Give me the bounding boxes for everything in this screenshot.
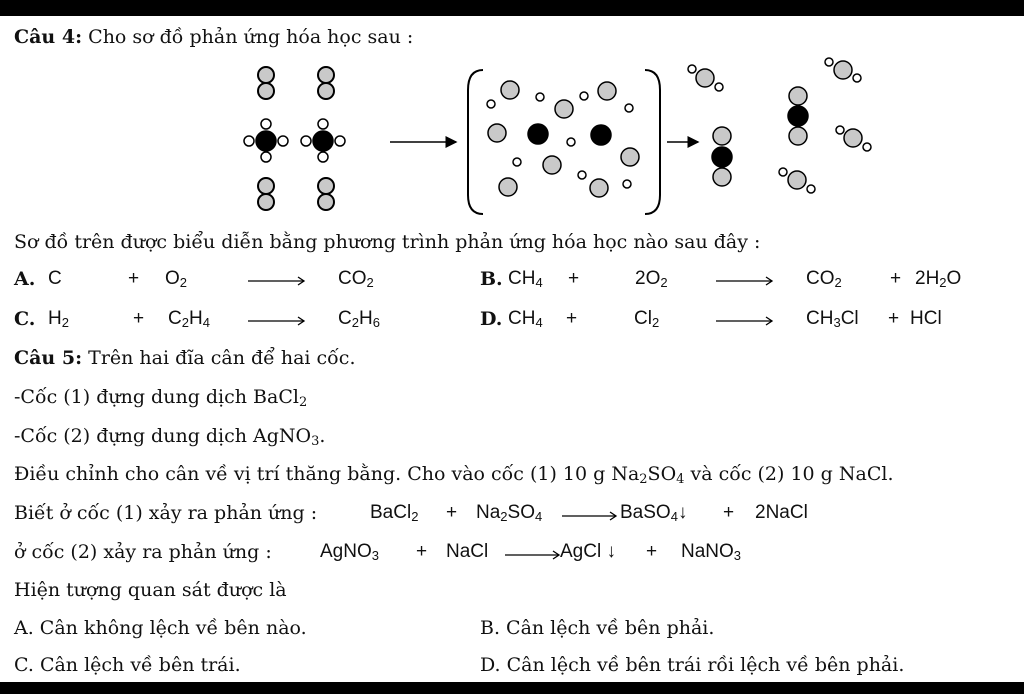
formula: $O_2$ — [165, 268, 188, 290]
formula: $CH_4$ — [508, 268, 543, 290]
yield-arrow — [562, 504, 618, 526]
plus-sign: + — [568, 268, 580, 289]
formula: $C_2H_6$ — [338, 308, 380, 330]
formula: $CO_2$ — [806, 268, 842, 290]
o2-molecule — [258, 67, 274, 99]
formula: $H_2$ — [48, 308, 69, 330]
reaction-intro: Biết ở cốc (1) xảy ra phản ứng : — [14, 502, 318, 524]
yield-arrow — [716, 309, 774, 331]
formula: BaSO$_4$↓ — [620, 502, 688, 524]
formula: AgNO$_3$ — [320, 541, 379, 563]
plus-sign: + — [446, 502, 458, 523]
q5-label: Câu 5: — [14, 347, 83, 369]
ch4-molecule — [244, 119, 288, 162]
plus-sign: + — [128, 268, 140, 289]
formula: $C_2H_4$ — [168, 308, 210, 330]
o2-molecule — [318, 178, 334, 210]
co2-molecule — [712, 127, 732, 186]
formula: $CH_3Cl$ — [806, 308, 859, 330]
separated-atoms — [487, 81, 639, 197]
yield-arrow — [716, 269, 774, 291]
yield-arrow — [248, 309, 306, 331]
plus-sign: + — [416, 541, 428, 562]
plus-sign: + — [133, 308, 145, 329]
q4-question: Sơ đồ trên được biểu diễn bằng phương trình phản ứng hóa học nào sau đây : — [14, 231, 761, 253]
formula: $Na_2SO_4$ — [476, 502, 543, 524]
ch4-molecule — [301, 119, 345, 162]
option-letter: C. — [14, 308, 36, 330]
q5-heading — [14, 347, 355, 369]
option-letter: A. — [14, 268, 36, 290]
yield-arrow — [505, 543, 561, 565]
q5-observe: Hiện tượng quan sát được là — [14, 579, 287, 601]
co2-molecule — [788, 87, 808, 145]
q5-title: Trên hai đĩa cân để hai cốc. — [88, 347, 356, 369]
h2o-molecule — [688, 65, 723, 91]
q5-adjust: Điều chỉnh cho cân về vị trí thăng bằng. Cho vào cốc (1) 10 g $Na_2SO_4$ và cốc (2) 10 g NaCl. — [14, 463, 894, 487]
formula: $CH_4$ — [508, 308, 543, 330]
formula: BaCl$_2$ — [370, 502, 419, 524]
formula: $CO_2$ — [338, 268, 374, 290]
formula: $Cl_2$ — [634, 308, 660, 330]
q5-answer-a[interactable]: A. Cân không lệch về bên nào. — [14, 617, 307, 639]
reaction-intro: ở cốc (2) xảy ra phản ứng : — [14, 541, 272, 563]
reaction-diagram — [0, 0, 1024, 230]
option-letter: D. — [480, 308, 503, 330]
q5-answer-b[interactable]: B. Cân lệch về bên phải. — [480, 617, 715, 639]
q4-label: Câu 4: — [14, 26, 83, 48]
o2-molecule — [318, 67, 334, 99]
q5-cup2: -Cốc (2) đựng dung dịch AgNO$_3$. — [14, 425, 326, 449]
q5-answer-c[interactable]: C. Cân lệch về bên trái. — [14, 654, 241, 676]
plus-sign: + — [888, 308, 900, 329]
plus-sign: + — [646, 541, 658, 562]
q5-cup1: -Cốc (1) đựng dung dịch BaCl$_2$ — [14, 386, 308, 410]
formula: AgCl ↓ — [560, 541, 616, 562]
formula: $2O_2$ — [635, 268, 668, 290]
h2o-molecule — [825, 58, 861, 82]
formula: C — [48, 268, 62, 289]
q4-title: Cho sơ đồ phản ứng hóa học sau : — [88, 26, 414, 48]
formula: HCl — [910, 308, 942, 329]
formula: NaCl — [446, 541, 489, 562]
plus-sign: + — [723, 502, 735, 523]
o2-molecule — [258, 178, 274, 210]
formula: NaNO$_3$ — [681, 541, 742, 563]
plus-sign: + — [566, 308, 578, 329]
option-letter: B. — [480, 268, 503, 290]
plus-sign: + — [890, 268, 902, 289]
h2o-molecule — [836, 126, 871, 151]
formula: 2NaCl — [755, 502, 808, 523]
formula: $2H_2O$ — [915, 268, 962, 290]
yield-arrow — [248, 269, 306, 291]
q5-answer-d[interactable]: D. Cân lệch về bên trái rồi lệch về bên phải. — [480, 654, 905, 676]
h2o-molecule — [779, 168, 815, 193]
